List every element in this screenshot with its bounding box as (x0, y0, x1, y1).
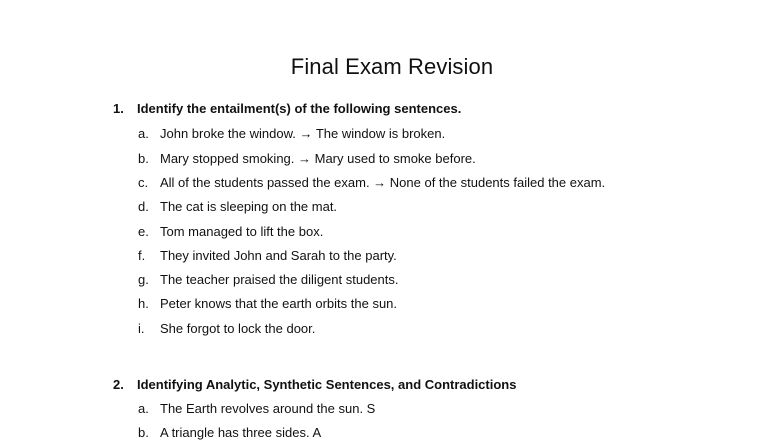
list-item (138, 248, 397, 263)
item-letter: e. (138, 224, 149, 239)
list-item (138, 272, 398, 287)
question-2-number: 2. (113, 377, 124, 392)
list-item (138, 175, 605, 190)
item-text: Mary stopped smoking. → Mary used to smoke before. (160, 151, 476, 166)
list-item (138, 151, 476, 166)
list-item (138, 401, 375, 416)
item-text: All of the students passed the exam. → None of the students failed the exam. (160, 175, 606, 190)
page-title: Final Exam Revision (290, 54, 494, 79)
item-letter: a. (138, 126, 149, 141)
question-1-number: 1. (113, 101, 124, 116)
list-item (138, 199, 337, 214)
item-letter: c. (138, 175, 149, 190)
item-letter: g. (138, 272, 149, 287)
item-letter: a. (138, 401, 149, 416)
question-2-heading (113, 377, 516, 392)
item-letter: b. (138, 425, 149, 440)
question-2-text: Identifying Analytic, Synthetic Sentences, and Contradictions (137, 377, 517, 392)
list-item (138, 321, 315, 336)
question-1-text: Identify the entailment(s) of the following sentences. (137, 101, 462, 116)
item-text: John broke the window. → The window is broken. (160, 126, 446, 141)
item-text: The Earth revolves around the sun. S (160, 401, 376, 416)
item-text: A triangle has three sides. A (160, 425, 322, 440)
item-letter: b. (138, 151, 149, 166)
question-1-heading (113, 101, 461, 116)
item-letter: f. (138, 248, 146, 263)
item-text: Tom managed to lift the box. (160, 224, 324, 239)
list-item (138, 224, 323, 239)
list-item (138, 126, 445, 141)
list-item (138, 425, 321, 440)
item-text: The cat is sleeping on the mat. (160, 199, 338, 214)
item-text: They invited John and Sarah to the party. (160, 248, 397, 263)
item-letter: d. (138, 199, 149, 214)
item-text: Peter knows that the earth orbits the sun. (160, 296, 398, 311)
item-letter: h. (138, 296, 149, 311)
list-item (138, 296, 397, 311)
item-text: She forgot to lock the door. (160, 321, 316, 336)
item-letter: i. (138, 321, 145, 336)
item-text: The teacher praised the diligent students. (160, 272, 399, 287)
